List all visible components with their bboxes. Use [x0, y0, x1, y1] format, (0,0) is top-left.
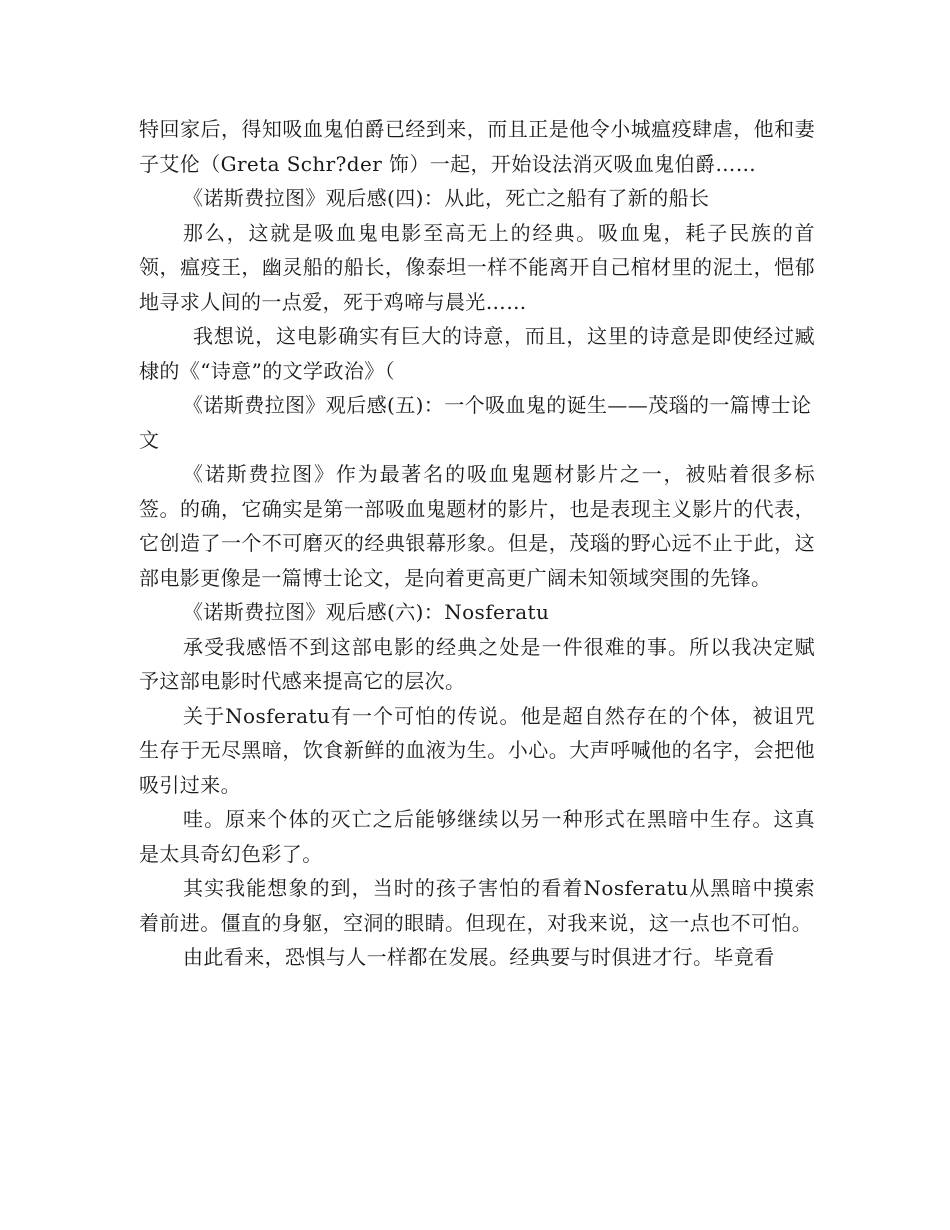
paragraph-vampire-classic: 那么，这就是吸血鬼电影至高无上的经典。吸血鬼，耗子民族的首领，瘟疫王，幽灵船的船长，像泰坦一样不能离开自己棺材里的泥土，悒郁地寻求人间的一点爱，死于鸡啼与晨光……	[139, 220, 815, 314]
paragraph-legend: 关于Nosferatu有一个可怕的传说。他是超自然存在的个体，被诅咒生存于无尽黑暗，饮食新鲜的血液为生。小心。大声呼喊他的名字，会把他吸引过来。	[139, 703, 815, 797]
section-heading-five: 《诺斯费拉图》观后感(五)：一个吸血鬼的诞生——茂瑙的一篇博士论文	[139, 393, 812, 452]
paragraph-era-sense: 承受我感悟不到这部电影的经典之处是一件很难的事。所以我决定赋予这部电影时代感来提高它的层次。	[139, 634, 815, 693]
paragraph-fantasy: 哇。原来个体的灭亡之后能够继续以另一种形式在黑暗中生存。这真是太具奇幻色彩了。	[139, 807, 815, 866]
paragraph-poetic-meaning: 我想说，这电影确实有巨大的诗意，而且，这里的诗意是即使经过臧棣的《“诗意”的文学政治》（	[139, 324, 815, 383]
document-page	[139, 112, 815, 975]
paragraph-continuation: 特回家后，得知吸血鬼伯爵已经到来，而且正是他令小城瘟疫肆虐，他和妻子艾伦（Greta Schr?der 饰）一起，开始设法消灭吸血鬼伯爵……	[139, 117, 815, 176]
paragraph-imagination: 其实我能想象的到，当时的孩子害怕的看着Nosferatu从黑暗中摸索着前进。僵直的身躯，空洞的眼睛。但现在，对我来说，这一点也不可怕。	[139, 876, 815, 935]
section-heading-six: 《诺斯费拉图》观后感(六)：Nosferatu	[183, 600, 550, 624]
section-heading-four: 《诺斯费拉图》观后感(四)：从此，死亡之船有了新的船长	[183, 186, 710, 210]
paragraph-doctoral-thesis: 《诺斯费拉图》作为最著名的吸血鬼题材影片之一，被贴着很多标签。的确，它确实是第一部吸血鬼题材的影片，也是表现主义影片的代表，它创造了一个不可磨灭的经典银幕形象。但是，茂瑙的野心远不止于此，这部电影更像是一篇博士论文，是向着更高更广阔未知领域突围的先锋。	[139, 462, 815, 590]
paragraph-fear-evolves: 由此看来，恐惧与人一样都在发展。经典要与时俱进才行。毕竟看	[183, 945, 775, 969]
